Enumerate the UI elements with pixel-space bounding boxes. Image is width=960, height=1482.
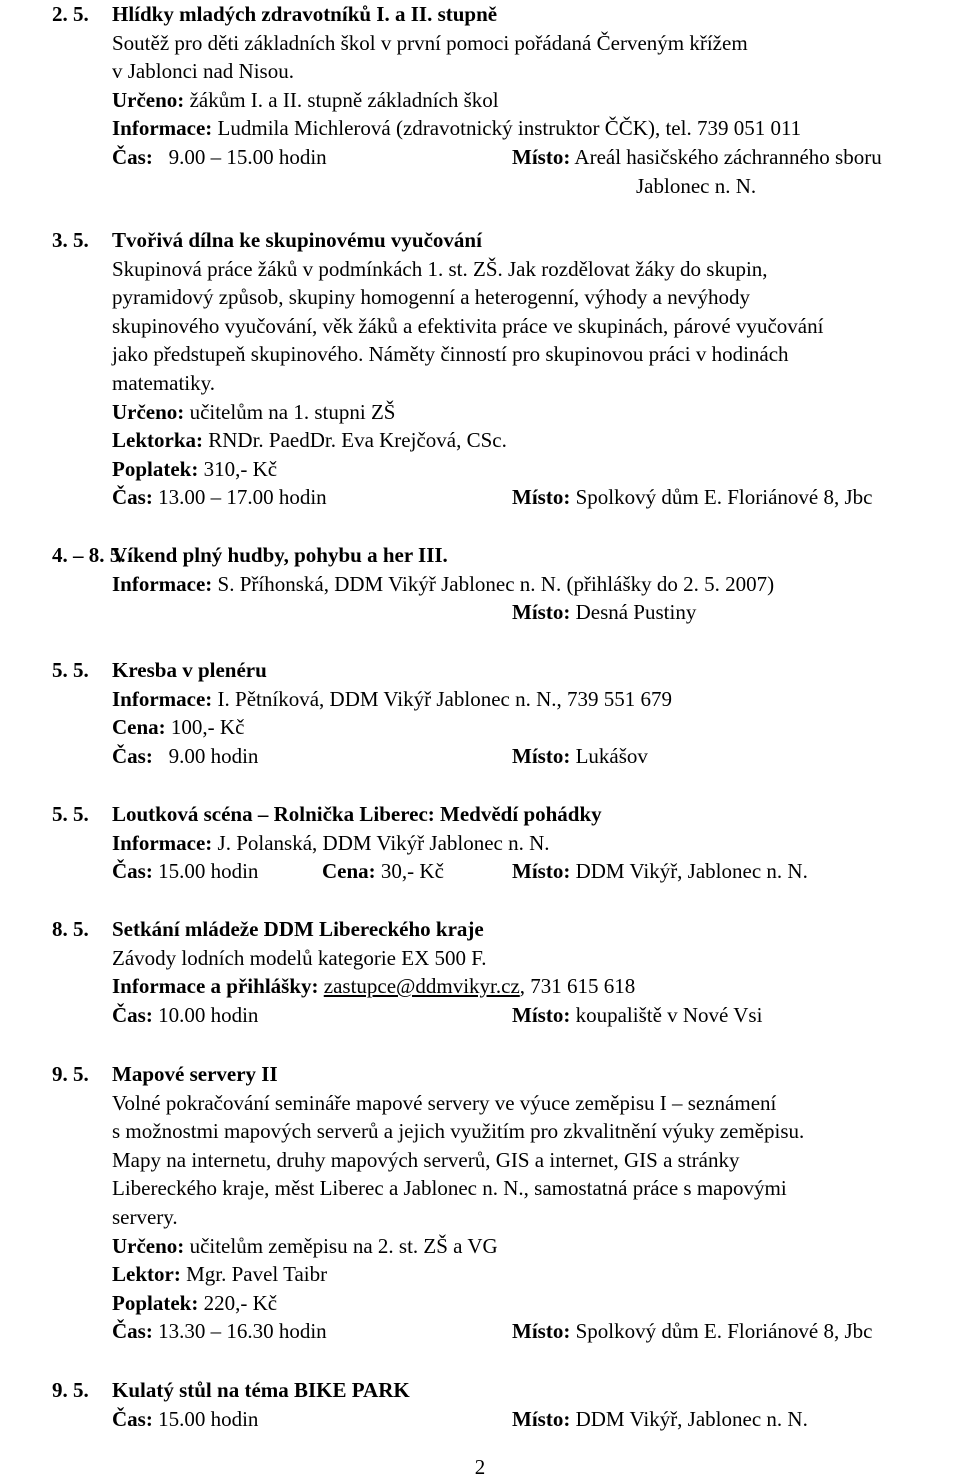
event-9-5-mapove (52, 1060, 957, 1346)
cas-label: Čas: (112, 1002, 153, 1027)
lektor-label: Lektor: (112, 1262, 181, 1287)
event-3-5 (52, 226, 957, 512)
misto-label: Místo: (512, 743, 571, 768)
info-label: Informace: (112, 830, 213, 855)
urceno-label: Určeno: (112, 1233, 185, 1258)
event-title: Víkend plný hudby, pohybu a her III. (112, 543, 448, 567)
event-desc-line: s možnostmi mapových serverů a jejich využitím pro zkvalitnění výuky zeměpisu. (112, 1119, 805, 1144)
event-desc-line: Libereckého kraje, měst Liberec a Jablonec n. N., samostatná práce s mapovými (112, 1176, 787, 1201)
misto-value-cont: Jablonec n. N. (636, 173, 757, 198)
event-2-5 (52, 0, 957, 200)
misto-value: DDM Vikýř, Jablonec n. N. (575, 859, 808, 884)
cena-label: Cena: (112, 715, 166, 740)
email-link[interactable]: zastupce@ddmvikyr.cz (323, 974, 520, 999)
urceno-value: žákům I. a II. stupně základních škol (189, 87, 499, 112)
info-value: Ludmila Michlerová (zdravotnický instruktor ČČK), tel. 739 051 011 (217, 116, 802, 141)
event-date: 2. 5. (52, 2, 89, 26)
cas-label: Čas: (112, 144, 153, 169)
misto-label: Místo: (512, 1406, 571, 1431)
event-date: 3. 5. (52, 228, 89, 252)
poplatek-value: 220,- Kč (203, 1290, 278, 1315)
info-label: Informace: (112, 686, 213, 711)
info-value: J. Polanská, DDM Vikýř Jablonec n. N. (217, 830, 550, 855)
lektor-value: Mgr. Pavel Taibr (186, 1262, 328, 1287)
event-desc-line: skupinového vyučování, věk žáků a efektivita práce ve skupinách, párové vyučování (112, 313, 824, 338)
misto-label: Místo: (512, 144, 571, 169)
cena-label: Cena: (322, 859, 376, 884)
event-title: Kulatý stůl na téma BIKE PARK (112, 1378, 410, 1402)
cas-value: 9.00 – 15.00 hodin (168, 144, 327, 169)
event-desc-line: matematiky. (112, 370, 216, 395)
event-8-5 (52, 915, 957, 1029)
event-desc-line: Mapy na internetu, druhy mapových serverů, GIS a internet, GIS a stránky (112, 1147, 740, 1172)
urceno-label: Určeno: (112, 87, 185, 112)
misto-label: Místo: (512, 600, 571, 625)
lektor-label: Lektorka: (112, 428, 203, 453)
event-title: Hlídky mladých zdravotníků I. a II. stupně (112, 2, 498, 26)
cena-value: 30,- Kč (380, 859, 444, 884)
info-label: Informace a přihlášky: (112, 974, 319, 999)
misto-label: Místo: (512, 1002, 571, 1027)
event-date: 4. – 8. 5. (52, 543, 126, 567)
event-date: 9. 5. (52, 1378, 89, 1402)
event-date: 8. 5. (52, 917, 89, 941)
misto-label: Místo: (512, 485, 571, 510)
event-desc-line: Skupinová práce žáků v podmínkách 1. st. ZŠ. Jak rozdělovat žáky do skupin, (112, 256, 768, 281)
event-desc-line: servery. (112, 1204, 178, 1229)
info-label: Informace: (112, 116, 213, 141)
event-desc-line: Soutěž pro děti základních škol v první pomoci pořádaná Červeným křížem (112, 30, 748, 55)
info-value: I. Pětníková, DDM Vikýř Jablonec n. N., 739 551 679 (217, 686, 673, 711)
misto-value: Spolkový dům E. Floriánové 8, Jbc (575, 1319, 873, 1344)
misto-value: koupaliště v Nové Vsi (575, 1002, 763, 1027)
event-title: Loutková scéna – Rolnička Liberec: Medvědí pohádky (112, 802, 602, 826)
event-9-5-kulaty-stul (52, 1376, 957, 1433)
info-value: S. Příhonská, DDM Vikýř Jablonec n. N. (přihlášky do 2. 5. 2007) (217, 571, 775, 596)
page-number: 2 (474, 1455, 486, 1479)
cas-value: 15.00 hodin (158, 1406, 259, 1431)
info-label: Informace: (112, 571, 213, 596)
event-4-8-5 (52, 541, 957, 627)
event-desc-line: Závody lodních modelů kategorie EX 500 F. (112, 945, 487, 970)
misto-value: Areál hasičského záchranného sboru (574, 144, 882, 169)
cas-label: Čas: (112, 859, 153, 884)
cas-value: 15.00 hodin (158, 859, 259, 884)
misto-value: Spolkový dům E. Floriánové 8, Jbc (575, 485, 873, 510)
event-title: Mapové servery II (112, 1062, 278, 1086)
poplatek-label: Poplatek: (112, 1290, 199, 1315)
event-title: Kresba v plenéru (112, 658, 267, 682)
cas-label: Čas: (112, 1406, 153, 1431)
phone-value: , 731 615 618 (519, 974, 636, 999)
cas-value: 10.00 hodin (158, 1002, 259, 1027)
event-desc-line: jako předstupeň skupinového. Náměty činností pro skupinovou práci v hodinách (112, 342, 789, 367)
event-desc-line: Volné pokračování semináře mapové servery ve výuce zeměpisu I – seznámení (112, 1090, 777, 1115)
event-date: 5. 5. (52, 802, 89, 826)
event-date: 5. 5. (52, 658, 89, 682)
misto-value: Lukášov (575, 743, 648, 768)
event-date: 9. 5. (52, 1062, 89, 1086)
cas-value: 13.30 – 16.30 hodin (158, 1319, 327, 1344)
misto-value: DDM Vikýř, Jablonec n. N. (575, 1406, 808, 1431)
cas-value: 9.00 hodin (168, 743, 259, 768)
event-5-5-loutkova (52, 800, 957, 886)
event-title: Tvořivá dílna ke skupinovému vyučování (112, 228, 482, 252)
misto-label: Místo: (512, 859, 571, 884)
poplatek-value: 310,- Kč (203, 456, 278, 481)
lektor-value: RNDr. PaedDr. Eva Krejčová, CSc. (208, 428, 507, 453)
urceno-value: učitelům zeměpisu na 2. st. ZŠ a VG (189, 1233, 498, 1258)
poplatek-label: Poplatek: (112, 456, 199, 481)
event-desc-line: v Jablonci nad Nisou. (112, 59, 294, 84)
cas-label: Čas: (112, 485, 153, 510)
event-5-5-kresba (52, 656, 957, 770)
event-desc-line: pyramidový způsob, skupiny homogenní a heterogenní, výhody a nevýhody (112, 285, 751, 310)
urceno-label: Určeno: (112, 399, 185, 424)
cas-label: Čas: (112, 1319, 153, 1344)
misto-value: Desná Pustiny (575, 600, 697, 625)
event-title: Setkání mládeže DDM Libereckého kraje (112, 917, 484, 941)
cas-label: Čas: (112, 743, 153, 768)
urceno-value: učitelům na 1. stupni ZŠ (189, 399, 396, 424)
misto-label: Místo: (512, 1319, 571, 1344)
cena-value: 100,- Kč (170, 715, 245, 740)
cas-value: 13.00 – 17.00 hodin (158, 485, 327, 510)
